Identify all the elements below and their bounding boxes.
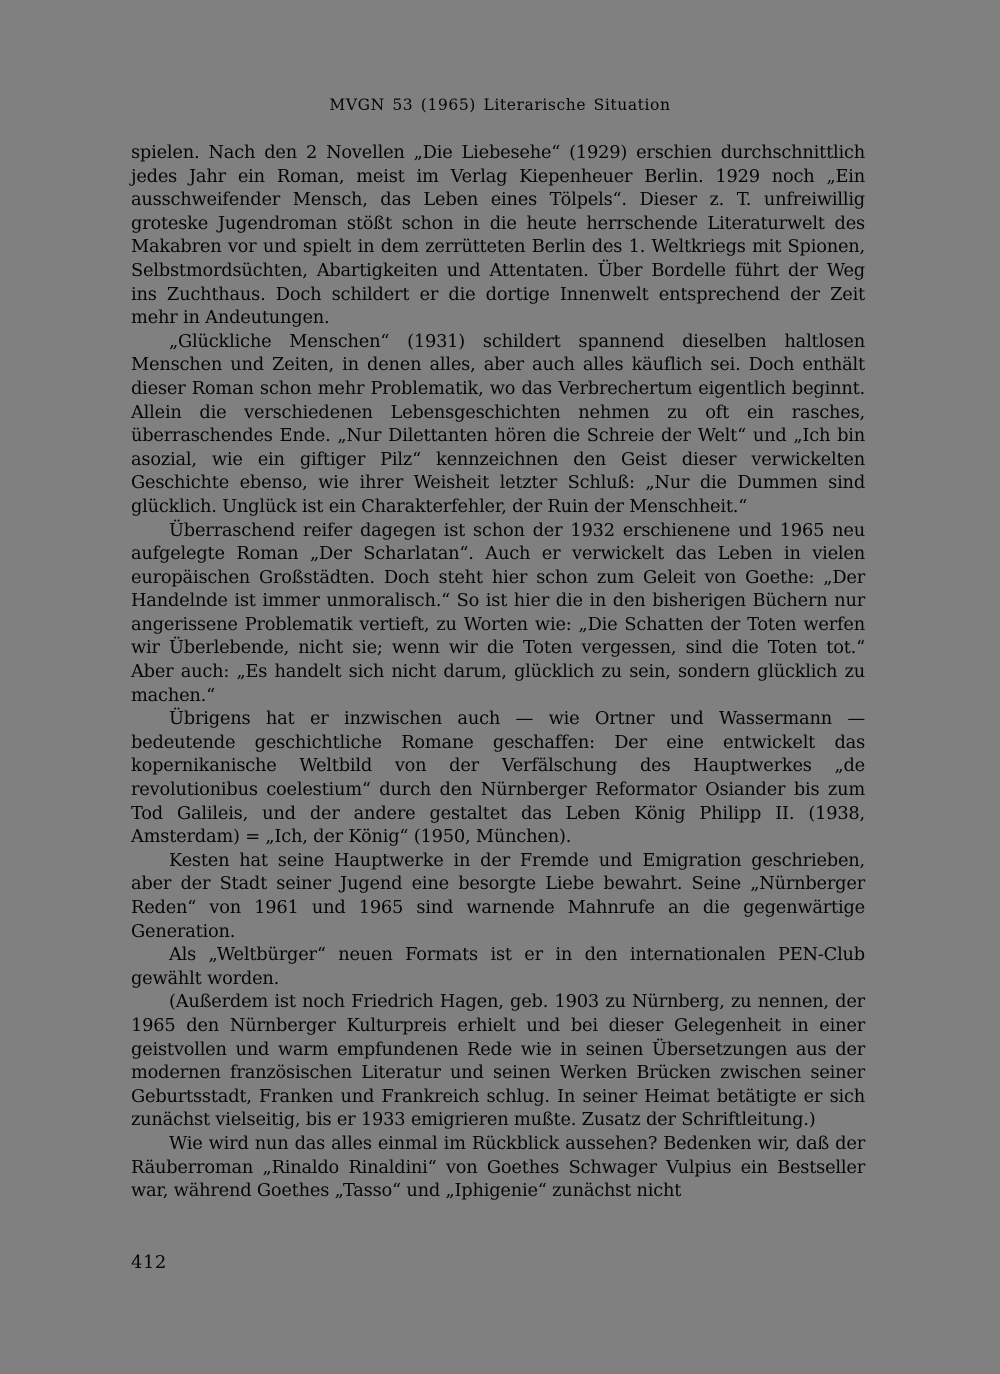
paragraph-emigration: Kesten hat seine Hauptwerke in der Fremde und Emigration geschrieben, aber der Stadt seiner Jugend eine besorgte Liebe bewahrt. Seine „Nürnberger Reden“ von 1961 und 1965 sind warnende Mahnrufe an die gegenwärtige Generation.	[131, 849, 865, 942]
page-number: 412	[131, 1252, 167, 1273]
paragraph-der-scharlatan: Überraschend reifer dagegen ist schon der 1932 erschienene und 1965 neu aufgelegte Roman „Der Scharlatan“. Auch er verwickelt das Leben in vielen europäischen Großstädten. Doch steht hier schon zum Geleit von Goethe: „Der Handelnde ist immer unmoralisch.“ So ist hier die in den bisherigen Büchern nur angerissene Problematik vertieft, zu Worten wie: „Die Schatten der Toten werfen wir Überlebende, nicht sie; wenn wir die Toten vergessen, sind die Toten tot.“ Aber auch: „Es handelt sich nicht darum, glücklich zu sein, sondern glücklich zu machen.“	[131, 519, 865, 706]
paragraph-historical-novels: Übrigens hat er inzwischen auch — wie Ortner und Wassermann — bedeutende geschichtliche Romane geschaffen: Der eine entwickelt das kopernikanische Weltbild von der Verfälschung des Hauptwerkes „de revolutionibus coelestium“ durch den Nürnberger Reformator Osiander bis zum Tod Galileis, und der andere gestaltet das Leben König Philipp II. (1938, Amsterdam) = „Ich, der König“ (1950, München).	[131, 708, 865, 848]
paragraph-retrospective: Wie wird nun das alles einmal im Rückblick aussehen? Bedenken wir, daß der Räuberroman „Rinaldo Rinaldini“ von Goethes Schwager Vulpius ein Bestseller war, während Goethes „Tasso“ und „Iphigenie“ zunächst nicht	[131, 1132, 865, 1202]
paragraph-kesten-early-novels: spielen. Nach den 2 Novellen „Die Liebesehe“ (1929) erschien durchschnittlich jedes Jahr ein Roman, meist im Verlag Kiepenheuer Berlin. 1929 noch „Ein ausschweifender Mensch, das Leben eines Tölpels“. Dieser z. T. unfreiwillig groteske Jugendroman stößt schon in die heute herrschende Literaturwelt des Makabren vor und spielt in dem zerrütteten Berlin des 1. Weltkriegs mit Spionen, Selbstmordsüchten, Abartigkeiten und Attentaten. Über Bordelle führt der Weg ins Zuchthaus. Doch schildert er die dortige Innenwelt entsprechend der Zeit mehr in Andeutungen.	[131, 142, 865, 329]
paragraph-pen-club: Als „Weltbürger“ neuen Formats ist er in den internationalen PEN-Club gewählt worden.	[131, 944, 865, 989]
paragraph-glueckliche-menschen: „Glückliche Menschen“ (1931) schildert spannend dieselben haltlosen Menschen und Zeiten, in denen alles, aber auch alles käuflich sei. Doch enthält dieser Roman schon mehr Problematik, wo das Verbrechertum eigentlich beginnt. Allein die verschiedenen Lebensgeschichten nehmen zu oft ein rasches, überraschendes Ende. „Nur Dilettanten hören die Schreie der Welt“ und „Ich bin asozial, wie ein giftiger Pilz“ kennzeichnen den Geist dieser verwickelten Geschichte ebenso, wie ihrer Weisheit letzter Schluß: „Nur die Dummen sind glücklich. Unglück ist ein Charakterfehler, der Ruin der Menschheit.“	[131, 330, 865, 517]
running-head: MVGN 53 (1965) Literarische Situation	[329, 96, 671, 114]
body-text	[131, 141, 865, 1203]
paragraph-friedrich-hagen-note: (Außerdem ist noch Friedrich Hagen, geb. 1903 zu Nürnberg, zu nennen, der 1965 den Nürnberger Kulturpreis erhielt und bei dieser Gelegenheit in einer geistvollen und warm empfundenen Rede wie in seinen Übersetzungen aus der modernen französischen Literatur und seinen Werken Brücken zwischen seiner Geburtsstadt, Franken und Frankreich schlug. In seiner Heimat betätigte er sich zunächst vielseitig, bis er 1933 emigrieren mußte. Zusatz der Schriftleitung.)	[131, 991, 865, 1131]
